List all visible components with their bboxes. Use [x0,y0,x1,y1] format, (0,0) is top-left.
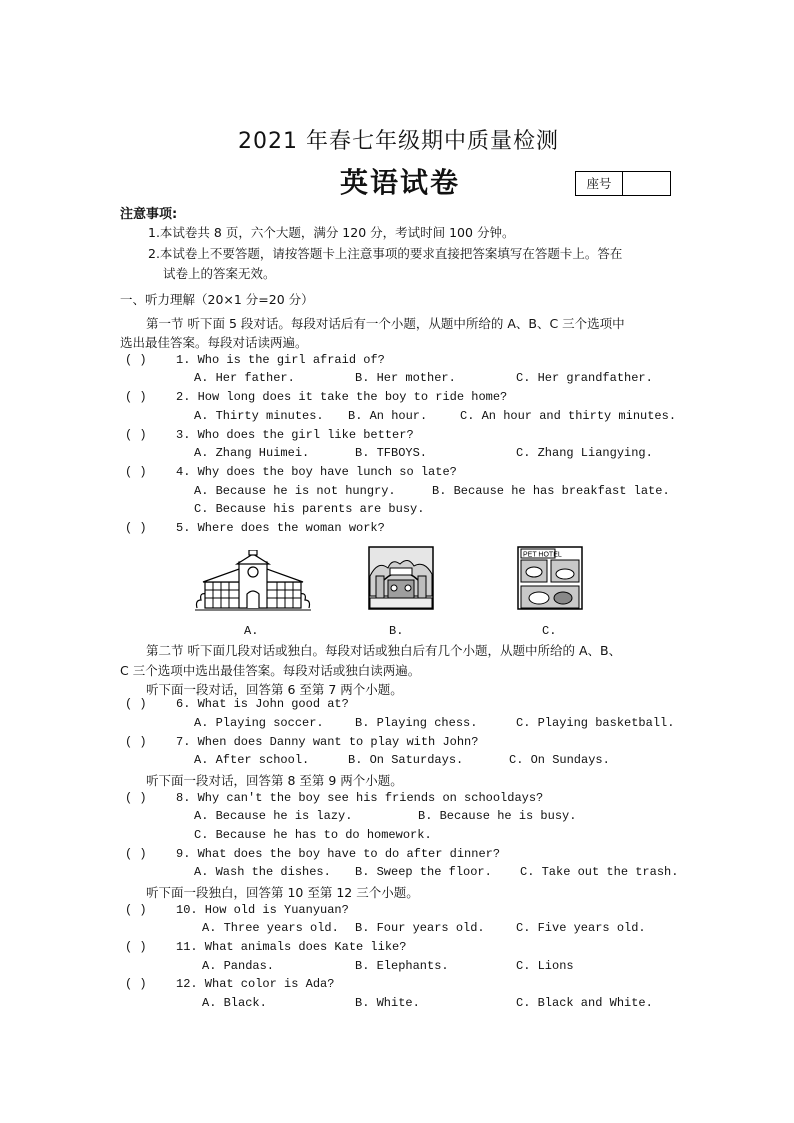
q6-option-b[interactable]: B. Playing chess. [355,716,478,730]
q2-option-b[interactable]: B. An hour. [348,409,428,423]
q7-stem: 7. When does Danny want to play with John? [176,735,479,749]
part1-intro: 第一节 听下面 5 段对话。每段对话后有一个小题，从题中所给的 A、B、C 三个选项中 [146,316,625,331]
q1-option-a[interactable]: A. Her father. [194,371,295,385]
q6-option-c[interactable]: C. Playing basketball. [516,716,675,730]
q9-option-c[interactable]: C. Take out the trash. [520,865,679,879]
zoo-gate-icon[interactable] [368,546,434,610]
answer-paren[interactable]: ( ) [125,353,147,367]
q12-stem: 12. What color is Ada? [176,977,335,991]
part2-intro-cont: C 三个选项中选出最佳答案。每段对话或独白读两遍。 [120,663,421,678]
answer-paren[interactable]: ( ) [125,903,147,917]
q5-option-c[interactable]: C. [542,624,557,638]
q12-option-a[interactable]: A. Black. [202,996,267,1010]
q2-stem: 2. How long does it take the boy to ride home? [176,390,508,404]
group2-instruction: 听下面一段对话，回答第 8 至第 9 两个小题。 [146,773,403,788]
group3-instruction: 听下面一段独白，回答第 10 至第 12 三个小题。 [146,885,419,900]
q5-option-a[interactable]: A. [244,624,259,638]
q10-option-c[interactable]: C. Five years old. [516,921,646,935]
q8-option-b[interactable]: B. Because he is busy. [418,809,577,823]
note-2: 2.本试卷上不要答题，请按答题卡上注意事项的要求直接把答案填写在答题卡上。答在 [148,246,623,261]
q3-stem: 3. Who does the girl like better? [176,428,414,442]
seat-number-box[interactable] [575,171,671,196]
answer-paren[interactable]: ( ) [125,521,147,535]
answer-paren[interactable]: ( ) [125,940,147,954]
q7-option-a[interactable]: A. After school. [194,753,310,767]
q4-option-c[interactable]: C. Because his parents are busy. [194,502,425,516]
answer-paren[interactable]: ( ) [125,735,147,749]
q12-option-b[interactable]: B. White. [355,996,420,1010]
notes-heading: 注意事项: [120,207,178,222]
q7-option-c[interactable]: C. On Sundays. [509,753,610,767]
answer-paren[interactable]: ( ) [125,791,147,805]
q1-stem: 1. Who is the girl afraid of? [176,353,385,367]
section1-heading: 一、听力理解（20×1 分=20 分） [120,292,314,307]
q11-option-c[interactable]: C. Lions [516,959,574,973]
q4-stem: 4. Why does the boy have lunch so late? [176,465,457,479]
answer-paren[interactable]: ( ) [125,847,147,861]
q1-option-b[interactable]: B. Her mother. [355,371,456,385]
pet-hotel-icon[interactable] [517,546,583,610]
q10-option-a[interactable]: A. Three years old. [202,921,339,935]
exam-subtitle: 英语试卷 [340,166,461,199]
q1-option-c[interactable]: C. Her grandfather. [516,371,653,385]
q8-option-c[interactable]: C. Because he has to do homework. [194,828,432,842]
school-building-icon[interactable] [195,550,311,612]
q10-option-b[interactable]: B. Four years old. [355,921,485,935]
note-1: 1.本试卷共 8 页，六个大题，满分 120 分，考试时间 100 分钟。 [148,225,515,240]
q2-option-c[interactable]: C. An hour and thirty minutes. [460,409,677,423]
q12-option-c[interactable]: C. Black and White. [516,996,653,1010]
group1-instruction: 听下面一段对话，回答第 6 至第 7 两个小题。 [146,682,403,697]
q11-option-a[interactable]: A. Pandas. [202,959,275,973]
answer-paren[interactable]: ( ) [125,977,147,991]
exam-title: 2021 年春七年级期中质量检测 [238,129,559,154]
q8-stem: 8. Why can't the boy see his friends on schooldays? [176,791,544,805]
q3-option-b[interactable]: B. TFBOYS. [355,446,428,460]
q9-stem: 9. What does the boy have to do after dinner? [176,847,501,861]
q9-option-a[interactable]: A. Wash the dishes. [194,865,331,879]
q11-option-b[interactable]: B. Elephants. [355,959,449,973]
seat-label: 座号 [576,172,623,195]
answer-paren[interactable]: ( ) [125,428,147,442]
q7-option-b[interactable]: B. On Saturdays. [348,753,464,767]
q4-option-b[interactable]: B. Because he has breakfast late. [432,484,670,498]
q6-stem: 6. What is John good at? [176,697,349,711]
q5-stem: 5. Where does the woman work? [176,521,385,535]
note-2-cont: 试卷上的答案无效。 [163,266,276,281]
answer-paren[interactable]: ( ) [125,697,147,711]
q2-option-a[interactable]: A. Thirty minutes. [194,409,324,423]
answer-paren[interactable]: ( ) [125,390,147,404]
q5-option-b[interactable]: B. [389,624,404,638]
seat-value[interactable] [623,172,669,195]
q3-option-a[interactable]: A. Zhang Huimei. [194,446,310,460]
q8-option-a[interactable]: A. Because he is lazy. [194,809,353,823]
q9-option-b[interactable]: B. Sweep the floor. [355,865,492,879]
answer-paren[interactable]: ( ) [125,465,147,479]
q6-option-a[interactable]: A. Playing soccer. [194,716,324,730]
part2-intro: 第二节 听下面几段对话或独白。每段对话或独白后有几个小题，从题中所给的 A、B、 [146,643,622,658]
q10-stem: 10. How old is Yuanyuan? [176,903,349,917]
q4-option-a[interactable]: A. Because he is not hungry. [194,484,396,498]
pet-hotel-sign: PET HOTEL [523,551,562,559]
part1-intro-cont: 选出最佳答案。每段对话读两遍。 [120,335,308,350]
q11-stem: 11. What animals does Kate like? [176,940,407,954]
q3-option-c[interactable]: C. Zhang Liangying. [516,446,653,460]
